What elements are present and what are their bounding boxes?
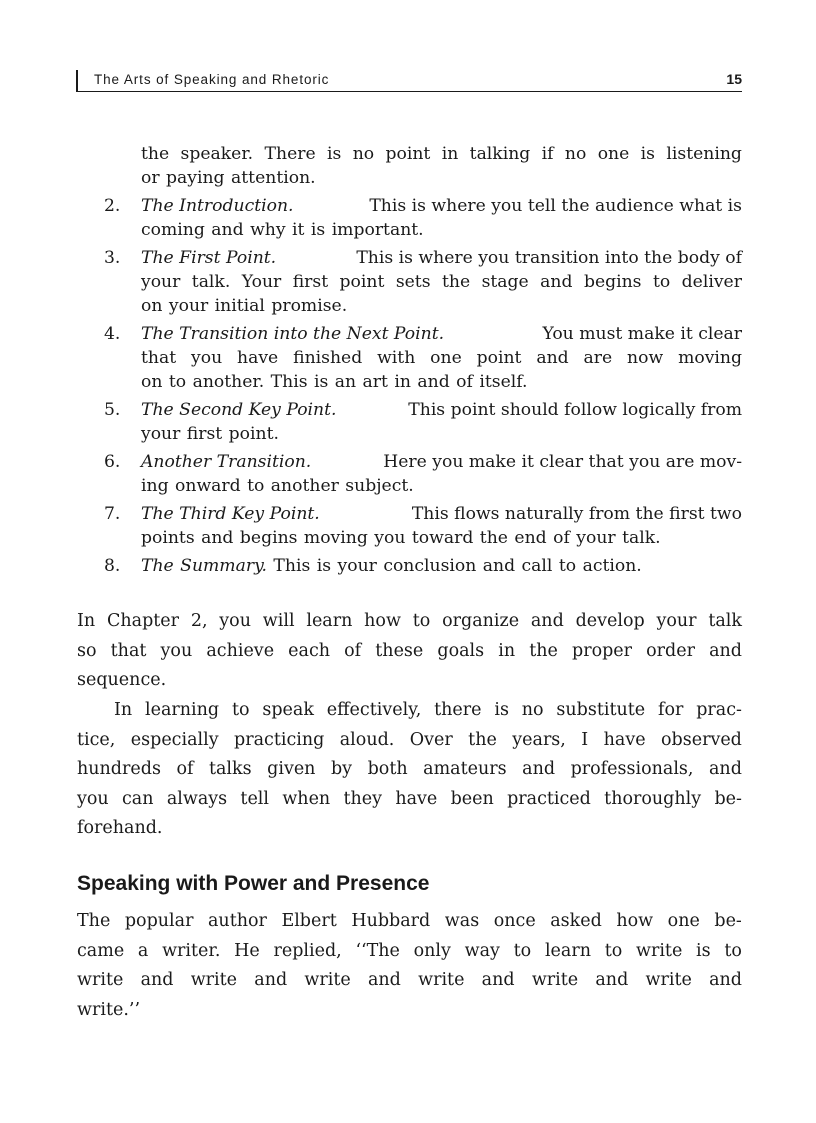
word: no: [352, 144, 375, 164]
word: Over: [409, 729, 453, 750]
word: In: [77, 611, 96, 631]
word: hundreds: [77, 759, 161, 779]
word: one: [430, 348, 462, 368]
word: how: [364, 611, 401, 631]
paragraph-line: [77, 907, 742, 937]
word: learning: [145, 700, 220, 720]
list-item-lead: The Introduction.: [141, 196, 294, 216]
word: is: [640, 144, 655, 164]
list-line: [104, 194, 742, 218]
word: talking: [469, 144, 531, 164]
word: when: [282, 788, 331, 809]
word: the: [141, 144, 170, 164]
word: and: [254, 970, 288, 990]
word: they: [343, 788, 383, 809]
word: point: [339, 272, 385, 292]
word: are: [583, 348, 613, 368]
word: write: [635, 940, 683, 961]
word: one: [667, 911, 700, 931]
paragraph-line: forehand.: [77, 818, 163, 838]
word: amateurs: [423, 759, 507, 779]
paragraph-line: [77, 726, 742, 756]
word: popular: [124, 911, 194, 931]
word: you: [160, 640, 193, 661]
paragraph: [77, 607, 742, 696]
word: to: [412, 611, 431, 631]
list-number: 2.: [104, 196, 121, 216]
word: and: [709, 970, 742, 990]
list-item-lead: The Summary.: [141, 556, 267, 576]
word: in: [441, 144, 459, 164]
word: Elbert: [281, 911, 337, 931]
word: no: [521, 700, 544, 720]
word: to: [604, 940, 623, 961]
word: replied,: [273, 940, 342, 961]
word: with: [377, 348, 416, 368]
word: point: [476, 348, 522, 368]
list-line: or paying attention.: [141, 168, 316, 188]
paragraph-line: [77, 937, 742, 967]
word: and: [536, 348, 569, 368]
word: been: [450, 788, 494, 809]
word: you: [191, 348, 223, 368]
word: speak: [262, 700, 314, 720]
word: organize: [442, 611, 520, 631]
word: write: [190, 970, 238, 990]
word: learn: [544, 940, 591, 961]
word: achieve: [206, 640, 275, 661]
word: have: [395, 788, 438, 809]
word: effectively,: [326, 700, 422, 720]
word: have: [603, 729, 646, 750]
list-line: on to another. This is an art in and of itself.: [141, 372, 528, 392]
word: always: [166, 788, 228, 809]
word: 2,: [190, 611, 208, 631]
word: how: [616, 911, 654, 931]
word: to: [513, 940, 532, 961]
list-line: [104, 246, 742, 270]
list-item-lead: The Second Key Point.: [141, 400, 337, 420]
list-item: [104, 246, 742, 318]
word: speaker.: [180, 144, 254, 164]
word: and: [367, 970, 401, 990]
word: will: [262, 611, 295, 631]
word: to: [724, 940, 742, 961]
word: sets: [395, 272, 431, 292]
word: moving: [678, 348, 742, 368]
word: deliver: [681, 272, 742, 292]
word: write: [645, 970, 692, 990]
word: if: [541, 144, 554, 164]
word: writer.: [162, 940, 221, 961]
word: a: [137, 940, 149, 961]
paragraph: [77, 907, 742, 1025]
word: tell: [240, 788, 270, 809]
page-number: 15: [726, 71, 742, 87]
word: and: [530, 611, 564, 631]
list-line: [104, 450, 742, 474]
word: once: [493, 911, 536, 931]
word: write: [304, 970, 351, 990]
running-head-title: The Arts of Speaking and Rhetoric: [94, 72, 330, 87]
word: that: [110, 640, 147, 661]
word: and: [709, 640, 742, 661]
word: practiced: [507, 788, 591, 809]
list-line: [104, 322, 742, 346]
word: thoroughly: [604, 788, 702, 809]
list-item: [104, 398, 742, 446]
word: I: [581, 729, 589, 750]
list-line-text: This flows naturally from the first two: [411, 504, 742, 524]
word: first: [292, 272, 329, 292]
word: The: [77, 911, 111, 931]
word: to: [231, 700, 250, 720]
word: There: [264, 144, 316, 164]
list-item: [104, 502, 742, 550]
paragraph-line: [77, 785, 742, 815]
paragraph-line: [77, 966, 742, 996]
paragraph-line: [77, 755, 742, 785]
word: develop: [575, 611, 645, 631]
word: talks: [208, 759, 252, 779]
paragraph: [77, 696, 742, 844]
word: your: [141, 272, 181, 292]
word: came: [77, 940, 125, 961]
list-line-text: This is where you transition into the body of: [356, 248, 742, 268]
word: of: [176, 759, 194, 779]
word: Chapter: [106, 611, 180, 631]
list-line: [104, 502, 742, 526]
word: there: [434, 700, 482, 720]
running-head: [76, 70, 742, 92]
word: author: [207, 911, 267, 931]
word: write: [77, 970, 124, 990]
word: talk.: [191, 272, 231, 292]
word: talk: [708, 611, 742, 631]
word: write: [418, 970, 465, 990]
list-line: points and begins moving you toward the end of your talk.: [141, 528, 661, 548]
numbered-list: [104, 142, 742, 582]
word: and: [522, 759, 556, 779]
word: these: [375, 640, 424, 661]
list-line: [104, 142, 742, 166]
list-line: on your initial promise.: [141, 296, 348, 316]
word: professionals,: [570, 759, 694, 779]
word: aloud.: [339, 729, 395, 750]
word: In: [114, 700, 133, 720]
paragraph-line: sequence.: [77, 670, 167, 690]
list-number: 6.: [104, 452, 121, 472]
word: is: [696, 940, 711, 961]
word: the: [468, 729, 497, 750]
word: point: [385, 144, 431, 164]
word: Your: [241, 272, 282, 292]
list-item: [104, 194, 742, 242]
word: He: [234, 940, 260, 961]
word: practicing: [234, 729, 325, 750]
word: order: [646, 640, 695, 661]
word: and: [481, 970, 515, 990]
word: years,: [512, 729, 566, 750]
word: proper: [572, 640, 633, 661]
word: substitute: [556, 700, 646, 720]
word: both: [367, 759, 408, 779]
list-line-text: Here you make it clear that you are mov-: [383, 452, 742, 472]
word: by: [330, 759, 353, 779]
word: to: [652, 272, 671, 292]
word: learn: [306, 611, 353, 631]
word: no: [564, 144, 587, 164]
list-line: [104, 346, 742, 370]
list-item: [104, 322, 742, 394]
list-line: coming and why it is important.: [141, 220, 424, 240]
word: now: [627, 348, 664, 368]
paragraph-line: [77, 637, 742, 667]
list-line-text: This is your conclusion and call to action.: [266, 556, 642, 576]
word: that: [141, 348, 177, 368]
word: listening: [666, 144, 742, 164]
list-item-lead: The Transition into the Next Point.: [141, 324, 445, 344]
word: the: [529, 640, 558, 661]
list-line-text: This point should follow logically from: [408, 400, 742, 420]
word: is: [494, 700, 509, 720]
word: in: [498, 640, 516, 661]
list-item-lead: The Third Key Point.: [141, 504, 320, 524]
word: one: [597, 144, 630, 164]
word: tice,: [77, 729, 116, 750]
paragraph-line: write.’’: [77, 999, 141, 1020]
word: you: [219, 611, 251, 631]
word: write: [531, 970, 579, 990]
list-line: ing onward to another subject.: [141, 476, 414, 496]
word: so: [77, 640, 97, 661]
word: for: [657, 700, 684, 720]
word: goals: [437, 640, 485, 661]
word: and: [595, 970, 629, 990]
list-line-text: You must make it clear: [542, 324, 742, 344]
word: begins: [583, 272, 642, 292]
word: have: [237, 348, 279, 368]
word: you: [77, 788, 109, 809]
word: and: [708, 759, 742, 779]
list-number: 4.: [104, 324, 121, 344]
paragraph-line: [77, 607, 742, 637]
list-line: [104, 270, 742, 294]
word: was: [444, 911, 480, 931]
list-item: [104, 450, 742, 498]
word: especially: [130, 729, 219, 750]
word: ‘‘The: [355, 940, 400, 961]
word: your: [656, 611, 697, 631]
word: way: [464, 940, 500, 961]
word: stage: [481, 272, 529, 292]
list-line-text: This is where you tell the audience what is: [369, 196, 742, 216]
word: asked: [550, 911, 602, 931]
word: of: [344, 640, 362, 661]
word: prac-: [696, 700, 742, 720]
list-line: [104, 554, 742, 578]
word: observed: [661, 729, 742, 750]
word: only: [413, 940, 451, 961]
paragraph-line: [77, 696, 742, 726]
list-item-continuation: [104, 142, 742, 190]
list-number: 5.: [104, 400, 121, 420]
section-heading: Speaking with Power and Presence: [77, 872, 430, 895]
word: be-: [714, 911, 742, 931]
word: given: [267, 759, 316, 779]
word: is: [327, 144, 342, 164]
word: the: [441, 272, 471, 292]
list-number: 8.: [104, 556, 121, 576]
word: each: [288, 640, 331, 661]
list-line: [104, 398, 742, 422]
list-item-lead: Another Transition.: [141, 452, 312, 472]
word: and: [540, 272, 573, 292]
word: can: [122, 788, 154, 809]
list-line: your first point.: [141, 424, 279, 444]
word: be-: [714, 788, 742, 809]
list-item-lead: The First Point.: [141, 248, 277, 268]
word: Hubbard: [351, 911, 431, 931]
word: and: [140, 970, 174, 990]
list-number: 3.: [104, 248, 121, 268]
list-number: 7.: [104, 504, 121, 524]
word: finished: [293, 348, 363, 368]
list-item: [104, 554, 742, 578]
